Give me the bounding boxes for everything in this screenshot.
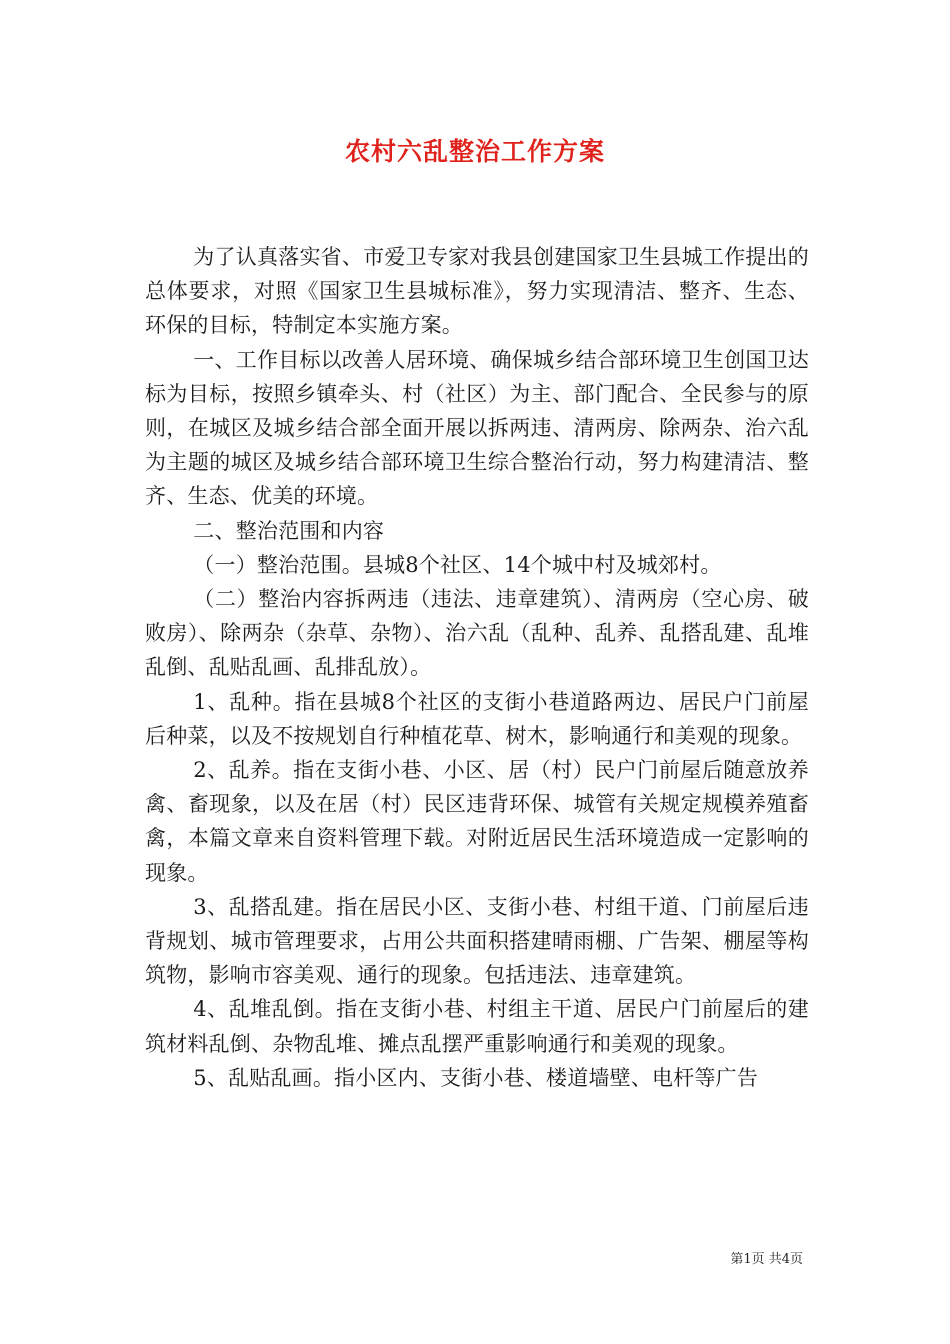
document-body (145, 240, 809, 1095)
paragraph-item-2: 2、乱养。指在支街小巷、小区、居（村）民户门前屋后随意放养禽、畜现象，以及在居（村）民区违背环保、城管有关规定规模养殖畜禽，本篇文章来自资料管理下载。对附近居民生活环境造成一定影响的现象。 (145, 758, 809, 885)
document-title: 农村六乱整治工作方案 (344, 137, 605, 166)
paragraph-item-3: 3、乱搭乱建。指在居民小区、支街小巷、村组干道、门前屋后违背规划、城市管理要求，占用公共面积搭建晴雨棚、广告架、棚屋等构筑物，影响市容美观、通行的现象。包括违法、违章建筑。 (145, 894, 809, 988)
paragraph-content: （二）整治内容拆两违（违法、违章建筑）、清两房（空心房、破败房）、除两杂（杂草、杂物）、治六乱（乱种、乱养、乱搭乱建、乱堆乱倒、乱贴乱画、乱排乱放）。 (145, 587, 809, 680)
paragraph-scope-heading: 二、整治范围和内容 (193, 518, 385, 543)
paragraph-work-goal: 一、工作目标以改善人居环境、确保城乡结合部环境卫生创国卫达标为目标，按照乡镇牵头、村（社区）为主、部门配合、全民参与的原则，在城区及城乡结合部全面开展以拆两违、清两房、除两杂、治六乱为主题的城区及城乡结合部环境卫生综合整治行动，努力构建清洁、整齐、生态、优美的环境。 (145, 347, 809, 509)
page-number: 第1页 共4页 (730, 1252, 803, 1267)
paragraph-item-4: 4、乱堆乱倒。指在支街小巷、村组主干道、居民户门前屋后的建筑材料乱倒、杂物乱堆、摊点乱摆严重影响通行和美观的现象。 (145, 997, 809, 1056)
paragraph-item-5: 5、乱贴乱画。指小区内、支街小巷、楼道墙壁、电杆等广告 (193, 1065, 759, 1090)
paragraph-scope: （一）整治范围。县城8个社区、14个城中村及城郊村。 (193, 552, 722, 577)
paragraph-item-1: 1、乱种。指在县城8个社区的支街小巷道路两边、居民户门前屋后种菜，以及不按规划自行种植花草、树木，影响通行和美观的现象。 (145, 689, 809, 748)
paragraph-intro: 为了认真落实省、市爱卫专家对我县创建国家卫生县城工作提出的总体要求，对照《国家卫生县城标准》，努力实现清洁、整齐、生态、环保的目标，特制定本实施方案。 (145, 245, 809, 338)
